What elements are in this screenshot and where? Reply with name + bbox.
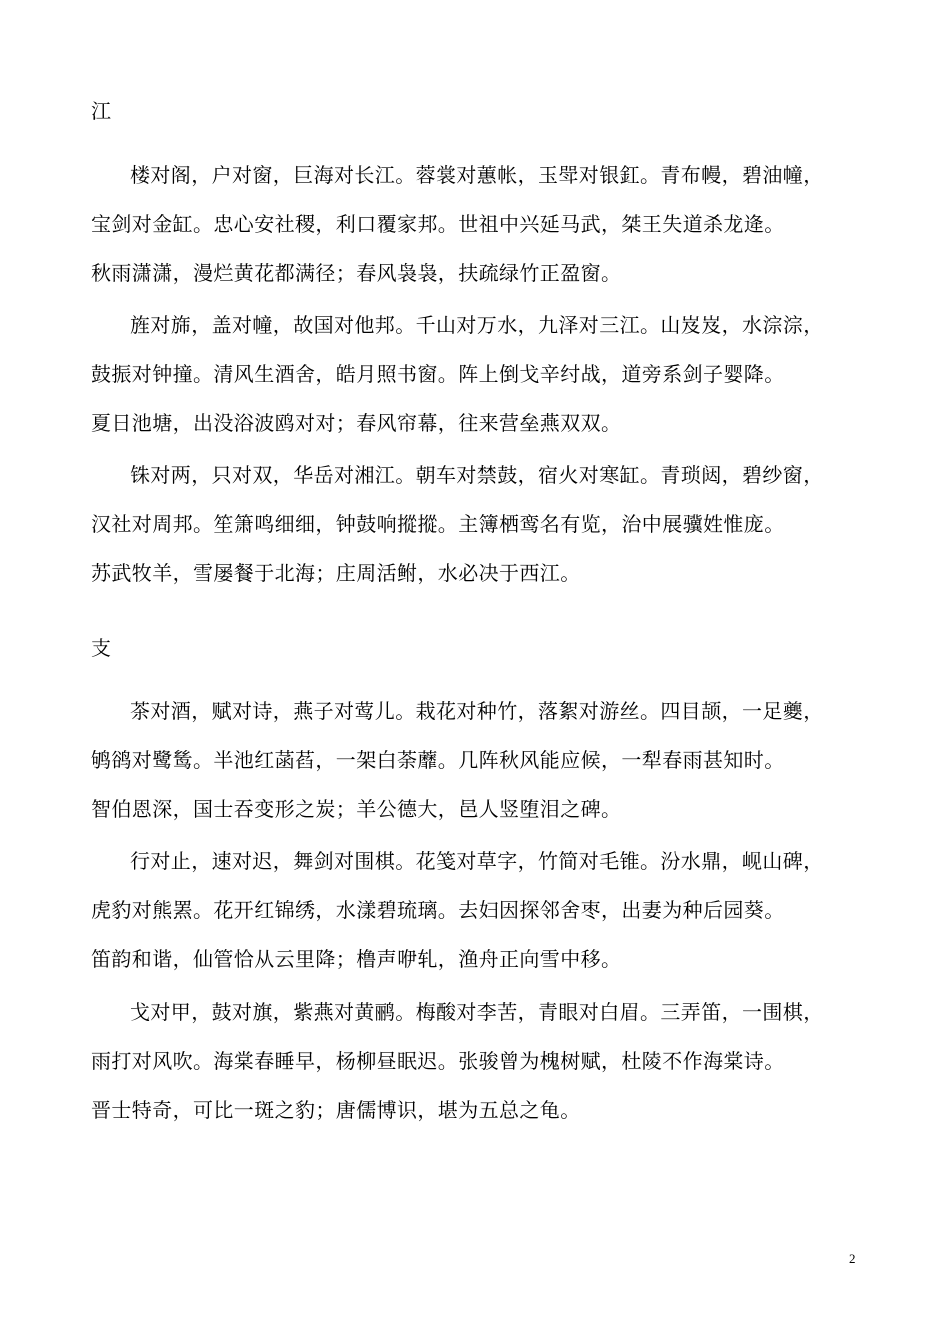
- paragraph-line: 虎豹对熊罴。花开红锦绣，水漾碧琉璃。去妇因探邻舍枣，出妻为种后园葵。: [91, 898, 785, 922]
- paragraph-line: 铢对两，只对双，华岳对湘江。朝车对禁鼓，宿火对寒缸。青琐闼，碧纱窗，: [130, 463, 824, 487]
- paragraph-line: 戈对甲，鼓对旗，紫燕对黄鹂。梅酸对李苦，青眼对白眉。三弄笛，一围棋，: [130, 1000, 824, 1024]
- paragraph-line: 笛韵和谐，仙管恰从云里降；橹声咿轧，渔舟正向雪中移。: [91, 947, 622, 971]
- paragraph-line: 行对止，速对迟，舞剑对围棋。花笺对草字，竹简对毛锥。汾水鼎，岘山碑，: [130, 849, 824, 873]
- paragraph-line: 宝剑对金缸。忠心安社稷，利口覆家邦。世祖中兴延马武，桀王失道杀龙逄。: [91, 212, 785, 236]
- paragraph-line: 鸲鹆对鹭鸶。半池红菡萏，一架白荼蘼。几阵秋风能应候，一犁春雨甚知时。: [91, 748, 785, 772]
- paragraph-line: 茶对酒，赋对诗，燕子对莺儿。栽花对种竹，落絮对游丝。四目颉，一足夔，: [130, 699, 824, 723]
- paragraph-line: 苏武牧羊，雪屡餐于北海；庄周活鲋，水必决于西江。: [91, 561, 581, 585]
- section-heading-jiang: 江: [91, 99, 111, 123]
- paragraph-line: 秋雨潇潇，漫烂黄花都满径；春风袅袅，扶疏绿竹正盈窗。: [91, 261, 622, 285]
- paragraph-line: 智伯恩深，国士吞变形之炭；羊公德大，邑人竖堕泪之碑。: [91, 797, 622, 821]
- page-number: 2: [849, 1251, 856, 1266]
- section-heading-zhi: 支: [91, 636, 111, 660]
- paragraph-line: 晋士特奇，可比一斑之豹；唐儒博识，堪为五总之龟。: [91, 1098, 581, 1122]
- paragraph-line: 雨打对风吹。海棠春睡早，杨柳昼眠迟。张骏曾为槐树赋，杜陵不作海棠诗。: [91, 1049, 785, 1073]
- paragraph-line: 鼓振对钟撞。清风生酒舍，皓月照书窗。阵上倒戈辛纣战，道旁系剑子婴降。: [91, 362, 785, 386]
- paragraph-line: 夏日池塘，出没浴波鸥对对；春风帘幕，往来营垒燕双双。: [91, 411, 622, 435]
- paragraph-line: 汉社对周邦。笙箫鸣细细，钟鼓响摐摐。主簿栖鸾名有览，治中展骥姓惟庞。: [91, 512, 785, 536]
- paragraph-line: 楼对阁，户对窗，巨海对长江。蓉裳对蕙帐，玉斝对银釭。青布幔，碧油幢，: [130, 163, 824, 187]
- paragraph-line: 旌对旆，盖对幢，故国对他邦。千山对万水，九泽对三江。山岌岌，水淙淙，: [130, 313, 824, 337]
